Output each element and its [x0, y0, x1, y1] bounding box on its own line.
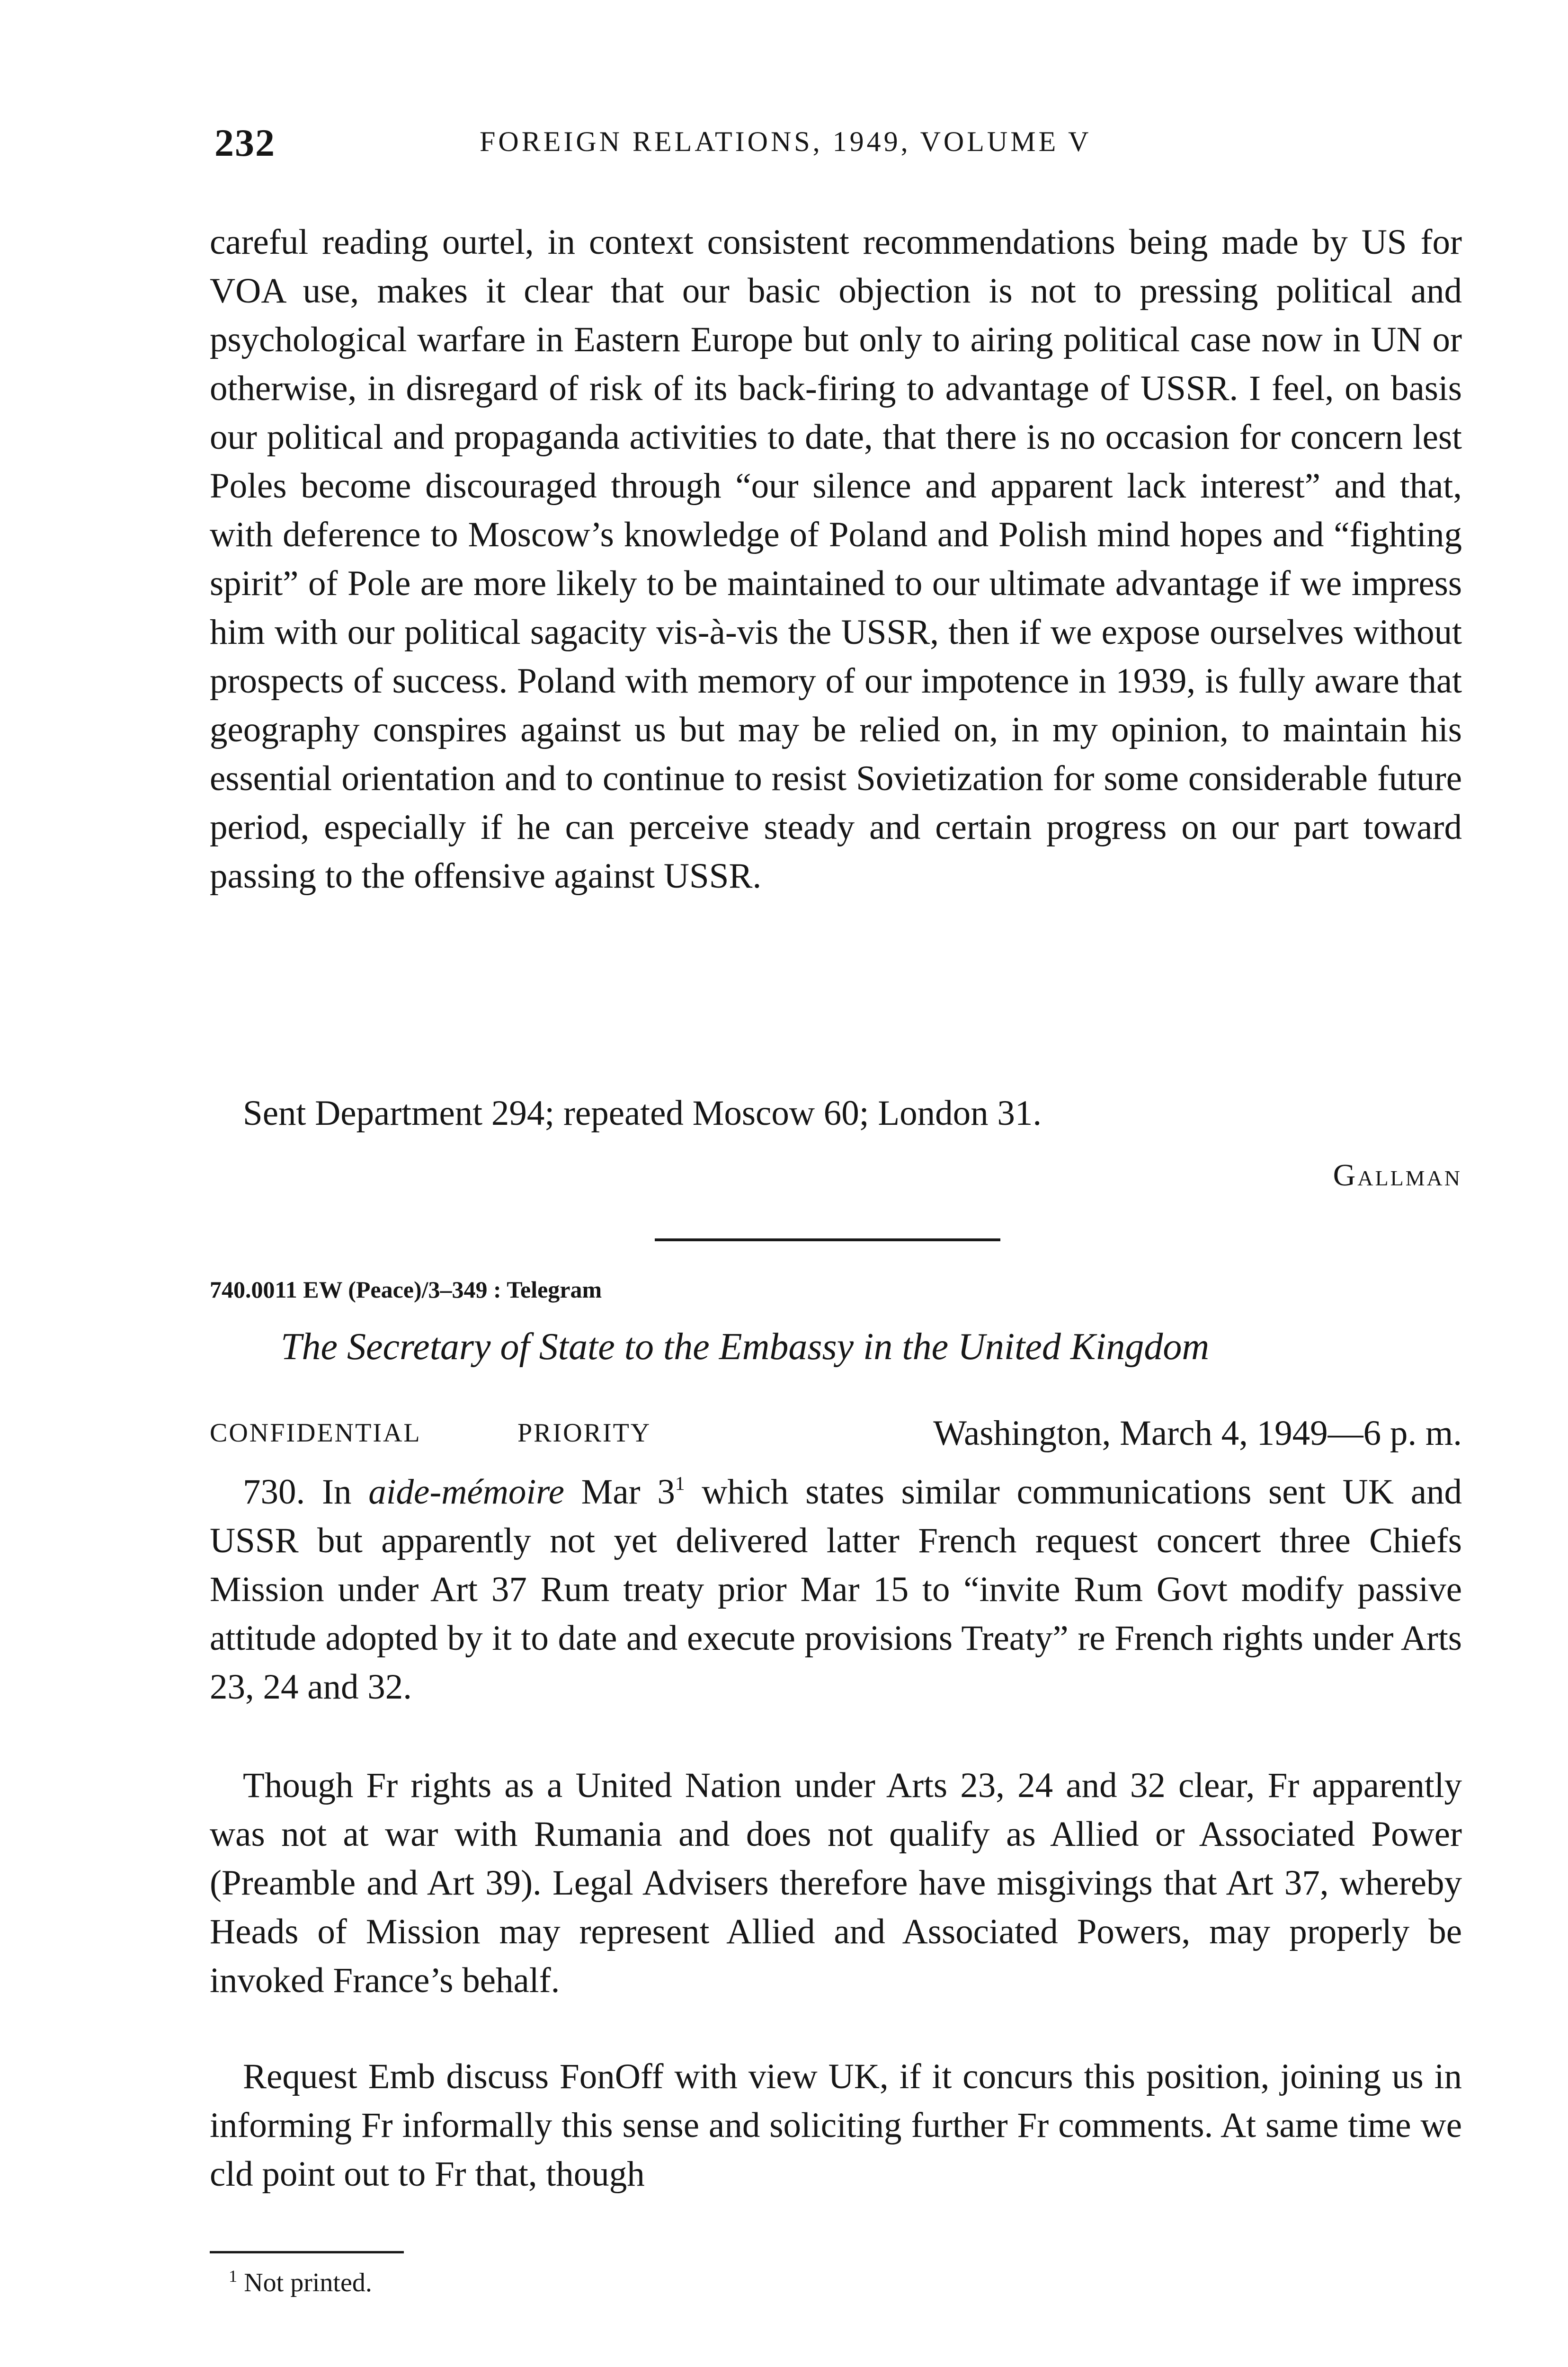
paragraph-1-mid: Mar 3 — [564, 1472, 675, 1512]
paragraph-1-lead: 730. In — [243, 1472, 369, 1512]
running-head: FOREIGN RELATIONS, 1949, VOLUME V — [480, 126, 1092, 157]
footnote-reference: 1 — [675, 1472, 685, 1495]
paragraph-2: Though Fr rights as a United Nation under Arts 23, 24 and 32 clear, Fr apparently was not at war with Rumania and does not qualify as Allied or Associated Power (Preamble and Art 39). Legal Advisers therefore have misgivings that Art 37, whereby Heads of Mission may represent Allied and Associated Powers, may properly be invoked France’s behalf. — [210, 1766, 1462, 2000]
paragraph-1 — [210, 1468, 1462, 1711]
classification-label: CONFIDENTIAL — [210, 1418, 421, 1448]
document-title: The Secretary of State to the Embassy in the United Kingdom — [281, 1326, 1210, 1368]
footnote — [229, 2268, 372, 2298]
priority-label: PRIORITY — [517, 1418, 651, 1448]
page-header — [210, 121, 1462, 168]
paragraph-1-rest: which states similar communications sent UK and USSR but apparently not yet delivered latter French request concert three Chiefs Mission under Art 37 Rum treaty prior Mar 15 to “invite Rum Govt modify passive attitude adopted by it to date and execute provisions Treaty” re French rights under Arts 23, 24 and 32. — [210, 1472, 1462, 1707]
file-reference: 740.0011 EW (Peace)/3–349 : Telegram — [210, 1276, 602, 1303]
signature: Gallman — [1333, 1158, 1462, 1192]
place-date: Washington, March 4, 1949—6 p. m. — [933, 1414, 1462, 1453]
footnote-marker: 1 — [229, 2266, 238, 2286]
section-divider — [655, 1238, 1000, 1241]
footnote-text: Not printed. — [244, 2268, 372, 2297]
page-number: 232 — [214, 121, 276, 164]
footnote-divider — [210, 2251, 404, 2253]
continuation-paragraph: careful reading ourtel, in context consistent recommendations being made by US for VOA use, makes it clear that our basic objection is not to pressing political and psychological warfare in Eastern Europe but only to airing political case now in UN or otherwise, in disregard of risk of its back-firing to advantage of USSR. I feel, on basis our political and propaganda activities to date, that there is no occasion for concern lest Poles become discouraged through “our silence and apparent lack interest” and that, with deference to Moscow’s knowledge of Poland and Polish mind hopes and “fighting spirit” of Pole are more likely to be maintained to our ultimate advantage if we impress him with our political sagacity vis-à-vis the USSR, then if we expose ourselves without prospects of success. Poland with memory of our impotence in 1939, is fully aware that geography conspires against us but may be relied on, in my opinion, to maintain his essential orientation and to continue to resist Sovietization for some considerable future period, especially if he can perceive steady and certain progress on our part toward passing to the offensive against USSR. — [210, 222, 1462, 896]
aide-memoire-term: aide-mémoire — [368, 1472, 564, 1512]
distribution-line: Sent Department 294; repeated Moscow 60; London 31. — [243, 1094, 1042, 1133]
dateline — [210, 1413, 1462, 1460]
paragraph-3: Request Emb discuss FonOff with view UK, if it concurs this position, joining us in informing Fr informally this sense and soliciting further Fr comments. At same time we cld point out to Fr that, though — [210, 2057, 1462, 2194]
